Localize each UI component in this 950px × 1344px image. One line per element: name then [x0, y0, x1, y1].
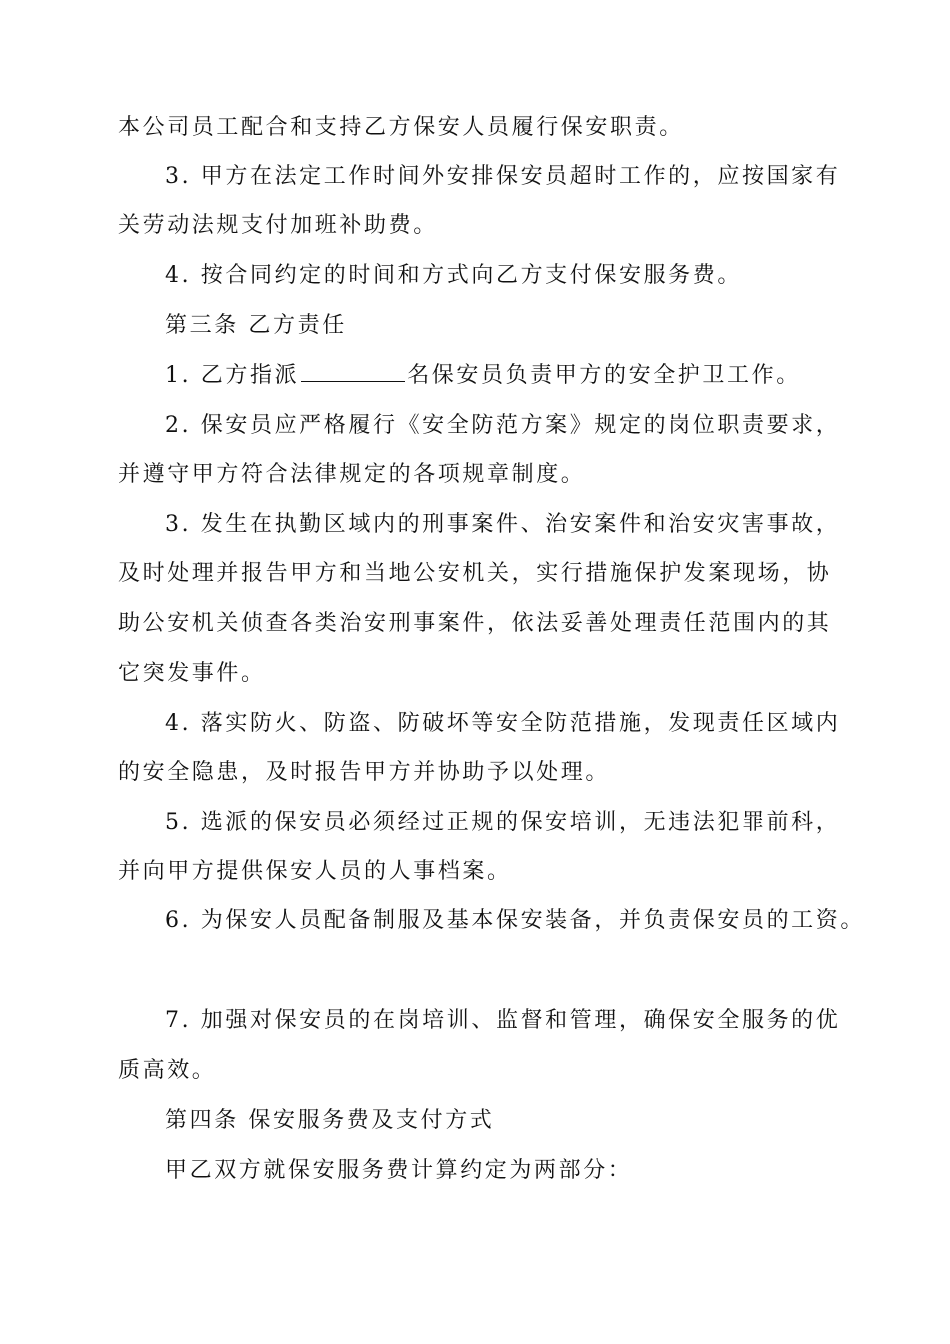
text-line-6: [165, 361, 801, 391]
section-heading-3: 第三条 乙方责任: [165, 313, 347, 338]
text-line-18: 7. 加强对保安员的在岗培训、监督和管理，确保安全服务的优: [165, 1008, 841, 1033]
text-line-6-prefix: 1. 乙方指派: [165, 363, 300, 388]
text-line-21: 甲乙双方就保安服务费计算约定为两部分：: [165, 1158, 633, 1183]
text-line-11: 助公安机关侦查各类治安刑事案件，依法妥善处理责任范围内的其: [118, 611, 832, 636]
fill-in-blank: [301, 361, 405, 382]
text-line-13: 4. 落实防火、防盗、防破坏等安全防范措施，发现责任区域内: [165, 711, 841, 736]
text-line-12: 它突发事件。: [118, 661, 266, 686]
text-line-1: 本公司员工配合和支持乙方保安人员履行保安职责。: [118, 115, 684, 140]
text-line-17: 6. 为保安人员配备制服及基本保安装备，并负责保安员的工资。: [165, 908, 865, 933]
text-line-2: 3. 甲方在法定工作时间外安排保安员超时工作的，应按国家有: [165, 164, 841, 189]
text-line-10: 及时处理并报告甲方和当地公安机关，实行措施保护发案现场，协: [118, 561, 832, 586]
text-line-8: 并遵守甲方符合法律规定的各项规章制度。: [118, 462, 586, 487]
text-line-7: 2. 保安员应严格履行《安全防范方案》规定的岗位职责要求，: [165, 413, 841, 438]
text-line-16: 并向甲方提供保安人员的人事档案。: [118, 859, 512, 884]
text-line-6-suffix: 名保安员负责甲方的安全护卫工作。: [407, 363, 801, 388]
text-line-19: 质高效。: [118, 1058, 217, 1083]
section-heading-4: 第四条 保安服务费及支付方式: [165, 1108, 495, 1133]
text-line-3: 关劳动法规支付加班补助费。: [118, 213, 438, 238]
text-line-4: 4. 按合同约定的时间和方式向乙方支付保安服务费。: [165, 263, 742, 288]
text-line-9: 3. 发生在执勤区域内的刑事案件、治安案件和治安灾害事故，: [165, 512, 841, 537]
text-line-15: 5. 选派的保安员必须经过正规的保安培训，无违法犯罪前科，: [165, 810, 841, 835]
text-line-14: 的安全隐患，及时报告甲方并协助予以处理。: [118, 760, 611, 785]
